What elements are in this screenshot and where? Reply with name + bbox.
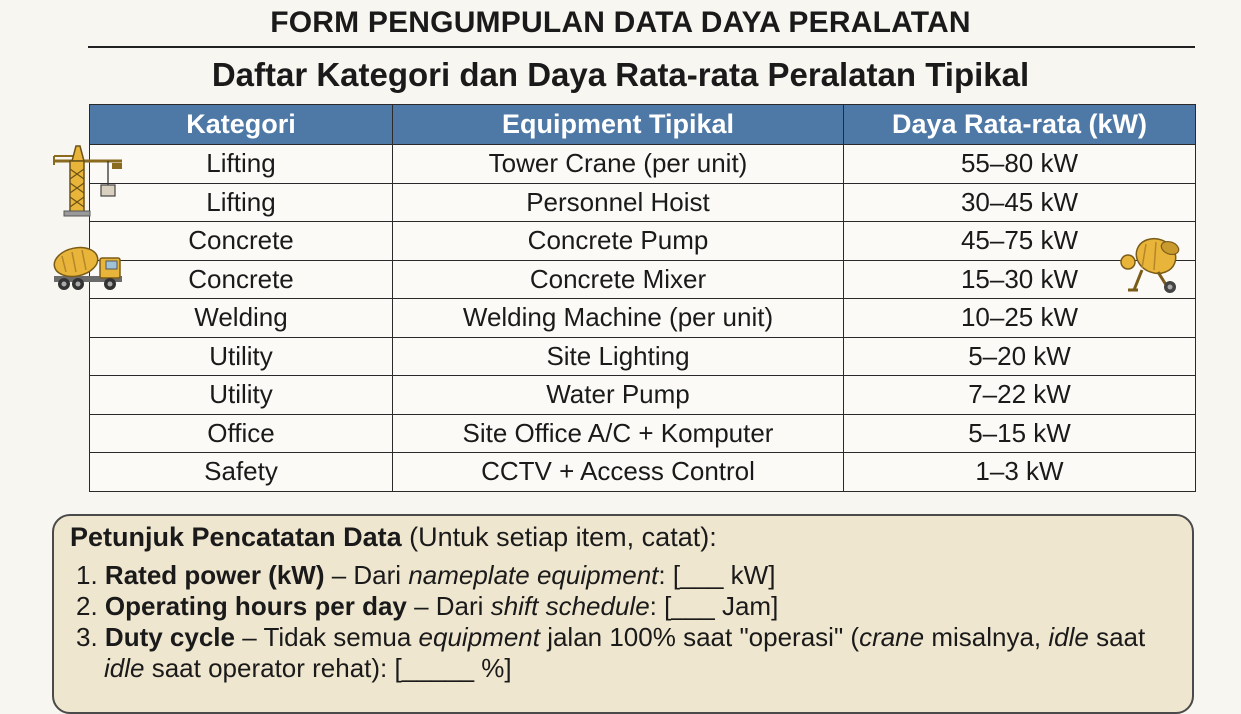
cell-kategori: Utility: [90, 376, 393, 415]
table-row: [90, 414, 1196, 453]
table-row: [90, 337, 1196, 376]
item-text: jalan 100% saat "operasi" (: [539, 622, 860, 652]
table-row: [90, 376, 1196, 415]
cell-equipment: Welding Machine (per unit): [393, 299, 844, 338]
cell-equipment: CCTV + Access Control: [393, 453, 844, 492]
cell-daya: 45–75 kW: [844, 222, 1196, 261]
form-title: FORM PENGUMPULAN DATA DAYA PERALATAN: [270, 6, 971, 39]
instruction-item-3: [76, 622, 1145, 653]
item-italic: crane: [859, 622, 925, 652]
cell-equipment: Concrete Pump: [393, 222, 844, 261]
instructions-title: [70, 522, 717, 553]
cell-kategori: Lifting: [90, 183, 393, 222]
table-row: [90, 260, 1196, 299]
title-divider: [88, 46, 1195, 48]
cell-equipment: Water Pump: [393, 376, 844, 415]
item-text: – Dari: [406, 591, 491, 621]
table-row: [90, 299, 1196, 338]
item-italic: idle: [104, 653, 145, 683]
column-header-equipment: Equipment Tipikal: [393, 105, 844, 145]
instructions-title-rest: (Untuk setiap item, catat):: [401, 522, 717, 552]
tower-crane-icon: [50, 143, 126, 218]
item-number: 1.: [76, 560, 98, 590]
cell-daya: 15–30 kW: [844, 260, 1196, 299]
column-header-kategori: Kategori: [90, 105, 393, 145]
cell-kategori: Lifting: [90, 145, 393, 184]
cell-kategori: Utility: [90, 337, 393, 376]
cell-kategori: Safety: [90, 453, 393, 492]
item-label: Operating hours per day: [104, 591, 407, 621]
cell-equipment: Concrete Mixer: [393, 260, 844, 299]
item-number: 3.: [76, 622, 98, 652]
table-subtitle: Daftar Kategori dan Daya Rata-rata Peralatan Tipikal: [211, 56, 1030, 93]
table-row: [90, 145, 1196, 184]
cement-mixer-icon: [1112, 232, 1188, 296]
item-italic: nameplate equipment: [408, 560, 659, 590]
item-text: – Dari: [324, 560, 409, 590]
item-italic: shift schedule: [490, 591, 650, 621]
instruction-item-1: [76, 560, 775, 591]
cell-daya: 7–22 kW: [844, 376, 1196, 415]
table-row: [90, 183, 1196, 222]
item-field: : [___ kW]: [658, 560, 776, 590]
cell-kategori: Concrete: [90, 260, 393, 299]
table-header-row: [90, 105, 1196, 145]
cell-equipment: Site Lighting: [393, 337, 844, 376]
table-row: [90, 222, 1196, 261]
cell-kategori: Office: [90, 414, 393, 453]
instructions-title-bold: Petunjuk Pencatatan Data: [70, 522, 402, 552]
item-label: Rated power (kW): [104, 560, 325, 590]
concrete-mixer-truck-icon: [50, 242, 126, 294]
item-text: saat: [1088, 622, 1146, 652]
item-italic: equipment: [418, 622, 540, 652]
item-text: – Tidak semua: [235, 622, 419, 652]
cell-equipment: Tower Crane (per unit): [393, 145, 844, 184]
cell-daya: 5–15 kW: [844, 414, 1196, 453]
table-row: [90, 453, 1196, 492]
item-text: misalnya,: [924, 622, 1049, 652]
cell-kategori: Welding: [90, 299, 393, 338]
item-italic: idle: [1048, 622, 1089, 652]
cell-daya: 55–80 kW: [844, 145, 1196, 184]
item-field: saat operator rehat): [_____ %]: [144, 653, 512, 683]
cell-equipment: Site Office A/C + Komputer: [393, 414, 844, 453]
instruction-item-2: [76, 591, 778, 622]
item-field: : [___ Jam]: [649, 591, 779, 621]
equipment-power-table: [89, 104, 1196, 492]
item-number: 2.: [76, 591, 98, 621]
cell-daya: 5–20 kW: [844, 337, 1196, 376]
cell-daya: 1–3 kW: [844, 453, 1196, 492]
column-header-daya: Daya Rata-rata (kW): [844, 105, 1196, 145]
item-label: Duty cycle: [104, 622, 235, 652]
cell-daya: 30–45 kW: [844, 183, 1196, 222]
cell-equipment: Personnel Hoist: [393, 183, 844, 222]
cell-daya: 10–25 kW: [844, 299, 1196, 338]
cell-kategori: Concrete: [90, 222, 393, 261]
instruction-item-3-continued: [104, 653, 512, 684]
